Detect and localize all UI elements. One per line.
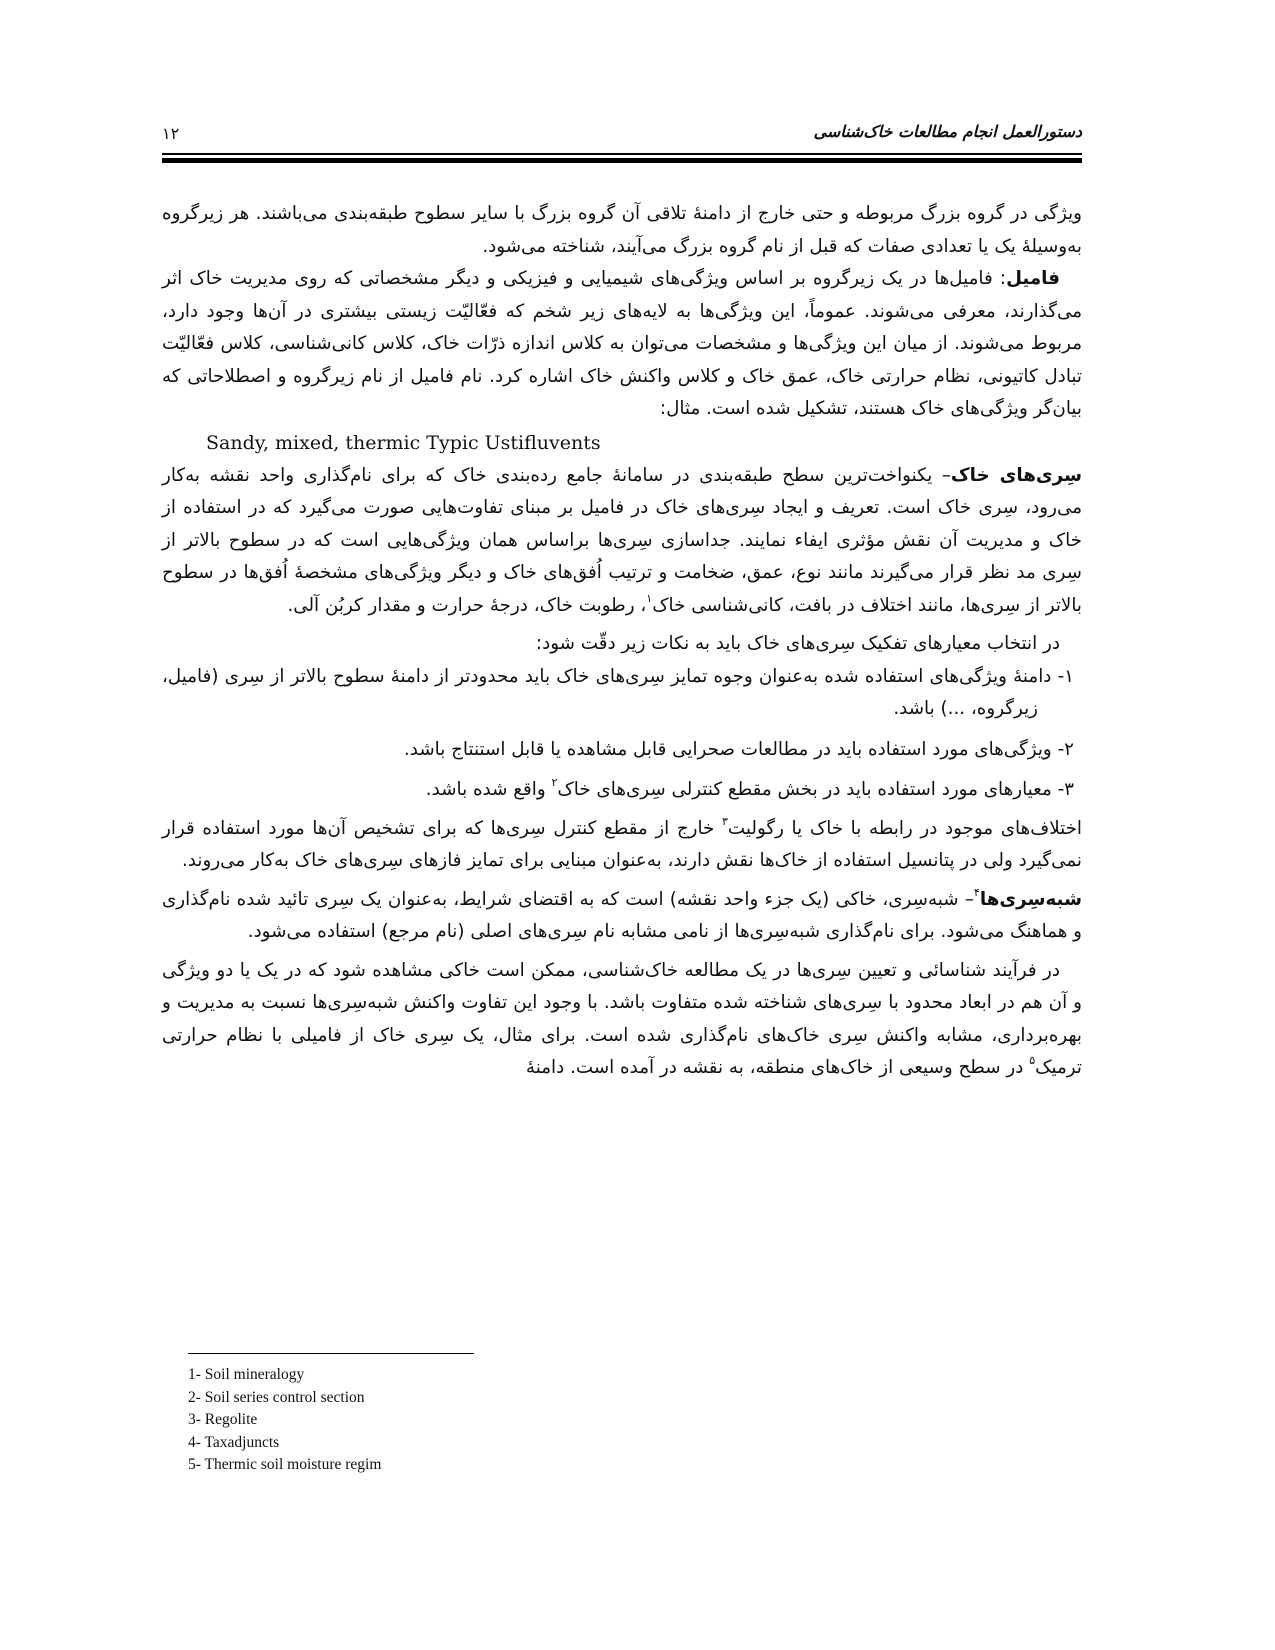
running-title: دستورالعمل انجام مطالعات خاک‌شناسی — [813, 122, 1082, 141]
paragraph-family — [162, 263, 1082, 426]
item3-text-b: واقع شده باشد. — [425, 779, 552, 800]
footnote-ref-3: ۳ — [721, 814, 728, 828]
series-text-a: – یکنواخت‌ترین سطح طبقه‌بندی در سامانهٔ جامع رده‌بندی خاک که برای نام‌گذاری واحد نقشه به‌کار می‌رود، سِری خاک است. تعریف و ایجاد سِری‌های خاک در فامیل بر مبنای تفاوت‌هایی صورت می‌گیرد که در استفاده از خاک و مدیریت آن نقش مؤثری ایفاء نمایند. جداسازی سِری‌ها براساس همان ویژگی‌هایی است که در سطوح بالاتر از سِری مد نظر قرار می‌گیرند مانند نوع، عمق، ضخامت و ترتیب اُفق‌های خاک و دیگر ویژگی‌های مشخصهٔ اُفق‌ها در سطوح بالاتر از سِری‌ها، مانند اختلاف در بافت، کانی‌شناسی خاک — [162, 464, 1082, 616]
term-soil-series: سِری‌های خاک — [950, 464, 1082, 486]
paragraph-taxadjuncts — [162, 884, 1082, 949]
paragraph-series — [162, 460, 1082, 623]
footnote-2: 2- Soil series control section — [188, 1388, 365, 1406]
footnotes — [188, 1364, 788, 1477]
item3-text-a: ۳- معیارهای مورد استفاده باید در بخش مقطع کنترلی سِری‌های خاک — [557, 779, 1074, 800]
page-number: ۱۲ — [162, 124, 180, 143]
family-example: Sandy, mixed, thermic Typic Ustifluvents — [206, 431, 601, 454]
footnote-ref-1: ۱ — [646, 591, 653, 605]
phases-text-a: اختلاف‌های موجود در رابطه با خاک یا رگولیت — [727, 817, 1082, 839]
footnote-3: 3- Regolite — [188, 1411, 258, 1428]
footnote-separator — [188, 1353, 474, 1354]
paragraph-phases — [162, 813, 1082, 878]
header-rule-thick — [162, 158, 1082, 163]
footnote-ref-2: ۲ — [551, 776, 558, 789]
paragraph-subgroup: ویژگی در گروه بزرگ مربوطه و حتی خارج از دامنهٔ تلاقی آن گروه بزرگ با سایر سطوح طبقه‌بندی می‌باشند. هر زیرگروه به‌وسیلهٔ یک یا تعدادی صفات که قبل از نام گروه بزرگ می‌آیند، شناخته می‌شود. — [162, 203, 1082, 257]
term-taxadjuncts: شبه‌سِری‌ها — [979, 888, 1082, 910]
criteria-intro: در انتخاب معیارهای تفکیک سِری‌های خاک باید به نکات زیر دقّت شود: — [535, 633, 1060, 654]
paragraph-identification — [162, 955, 1082, 1085]
criteria-item-3 — [162, 774, 1074, 807]
footnote-1: 1- Soil mineralogy — [188, 1366, 305, 1383]
footnote-5: 5- Thermic soil moisture regim — [188, 1456, 382, 1473]
taxadjuncts-text: – شبه‌سِری، خاکی (یک جزء واحد نقشه) است که به اقتضای شرایط، به‌عنوان یک سِری تائید شده نام‌گذاری و هماهنگ می‌شود. برای نام‌گذاری شبه‌سِری‌ها از نامی مشابه نام سِری‌های اصلی (نام مرجع) استفاده می‌شود. — [162, 888, 1082, 942]
identification-text-b: در سطح وسیعی از خاک‌های منطقه، به نقشه در آمده است. دامنهٔ — [525, 1057, 1030, 1078]
footnote-4: 4- Taxadjuncts — [188, 1433, 280, 1451]
series-text-b: ، رطوبت خاک، درجهٔ حرارت و مقدار کربُن آلی. — [287, 594, 647, 616]
criteria-item-1: ۱- دامنهٔ ویژگی‌های استفاده شده به‌عنوان وجوه تمایز سِری‌های خاک باید محدودتر از دامنهٔ سطوح بالاتر از سِری (فامیل، زیرگروه، ...) باشد. — [162, 665, 1074, 719]
footnote-ref-5: ۵ — [1029, 1054, 1036, 1067]
family-text: : فامیل‌ها در یک زیرگروه بر اساس ویژگی‌های شیمیایی و فیزیکی و دیگر مشخصاتی که روی مدیریت خاک اثر می‌گذارند، معرفی می‌شوند. عموماً، این ویژگی‌ها به لایه‌های زیر شخم که فعّالیّت زیستی بیشتری در آن‌ها وجود دارد، مربوط می‌شوند. از میان این ویژگی‌ها و مشخصات می‌توان به کلاس اندازه ذرّات خاک، کلاس کانی‌شناسی، کلاس فعّالیّت تبادل کاتیونی، نظام حرارتی خاک، عمق خاک و کلاس واکنش خاک اشاره کرد. نام فامیل از نام زیرگروه و اصطلاحاتی که بیان‌گر ویژگی‌های خاک هستند، تشکیل شده است. مثال: — [162, 268, 1082, 419]
page-header — [162, 116, 1082, 152]
criteria-item-2: ۲- ویژگی‌های مورد استفاده باید در مطالعات صحرایی قابل مشاهده یا قابل استنتاج باشد. — [403, 738, 1074, 760]
phases-text-b: خارج از مقطع کنترل سِری‌ها که برای تشخیص آن‌ها مورد استفاده قرار نمی‌گیرد ولی در پتانسیل استفاده از خاک‌ها نقش دارند، به‌عنوان مبنایی برای تمایز فازهای سِری‌های خاک به‌کار می‌روند. — [162, 817, 1082, 871]
header-rule-thin — [162, 153, 1082, 155]
main-body — [162, 198, 1082, 1085]
term-family: فامیل — [1006, 268, 1060, 289]
identification-text-a: در فرآیند شناسائی و تعیین سِری‌ها در یک مطالعه خاک‌شناسی، ممکن است خاکی مشاهده شود که در یک یا دو ویژگی و آن هم در ابعاد محدود با سِری‌های شناخته شده متفاوت باشد. با وجود این تفاوت واکنش شبه‌سِری‌ها نسبت به مدیریت و بهره‌برداری، مشابه واکنش سِری خاک‌های نام‌گذاری شده است. برای مثال، یک سِری خاک از فامیلی با نظام حرارتی ترمیک — [162, 959, 1082, 1078]
footnote-ref-4: ۴ — [973, 885, 980, 899]
